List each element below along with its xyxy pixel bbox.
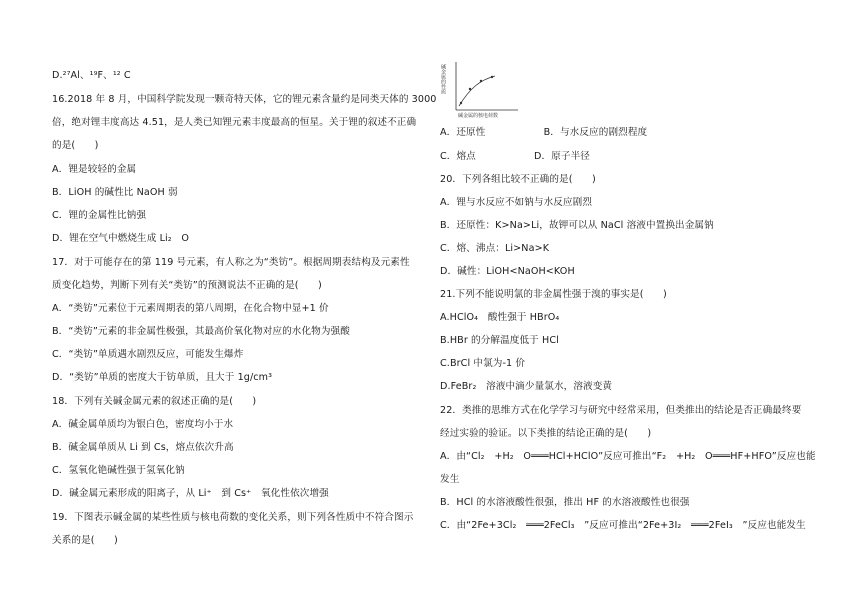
question-16-stem-1: 16.2018 年 8 月，中国科学院发现一颗奇特天体，它的锂元素含量约是同类天体的 3000: [52, 94, 437, 105]
question-20-option-b: B．还原性：K>Na>Li，故钾可以从 NaCl 溶液中置换出金属钠: [440, 220, 714, 231]
question-22-option-c: C．由“2Fe+3Cl₂ ═══2FeCl₃ ”反应可推出“2Fe+3I₂ ═══2FeI₃ ”反应也能发生: [440, 520, 806, 531]
trend-curve: [459, 76, 495, 106]
question-20-option-d: D．碱性：LiOH<NaOH<KOH: [440, 266, 575, 277]
question-18-option-a: A．碱金属单质均为银白色，密度均小于水: [52, 419, 234, 430]
question-17-option-a: A．“类钫”元素位于元素周期表的第八周期，在化合物中显+1 价: [52, 303, 329, 314]
question-22-option-a-2: 发生: [440, 474, 460, 485]
question-21-option-d: D.FeBr₂ 溶液中滴少量氯水，溶液变黄: [440, 381, 613, 392]
question-22-stem-2: 经过实验的验证。以下类推的结论正确的是( ): [440, 428, 652, 439]
question-21-option-b: B.HBr 的分解温度低于 HCl: [440, 335, 559, 346]
curve-point: [460, 102, 462, 104]
question-19-options-ab: A．还原性 B．与水反应的剧烈程度: [440, 127, 648, 138]
question-18-option-d: D．碱金属元素形成的阳离子，从 Li⁺ 到 Cs⁺ 氧化性依次增强: [52, 488, 329, 499]
question-18-stem: 18．下列有关碱金属元素的叙述正确的是( ): [52, 396, 257, 407]
question-16-option-a: A．锂是较轻的金属: [52, 164, 137, 175]
question-22-option-a-1: A．由“Cl₂ +H₂ O═══HCl+HClO”反应可推出“F₂ +H₂ O═══HF+HFO”反应也能: [440, 451, 816, 462]
figure-y-label: 碱金属的性质: [440, 64, 446, 94]
curve-point: [491, 76, 493, 78]
question-16-stem-3: 的是( ): [52, 140, 99, 151]
question-22-option-b: B．HCl 的水溶液酸性很强，推出 HF 的水溶液酸性也很强: [440, 497, 690, 508]
curve-point: [480, 80, 482, 82]
question-19-options-cd: C．熔点 D．原子半径: [440, 151, 590, 162]
question-21-stem: 21.下列不能说明氯的非金属性强于溴的事实是( ): [440, 289, 667, 300]
question-17-option-c: C．“类钫”单质遇水剧烈反应，可能发生爆炸: [52, 349, 244, 360]
question-18-option-c: C．氢氧化铯碱性强于氢氧化钠: [52, 465, 185, 476]
question-16-option-b: B．LiOH 的碱性比 NaOH 弱: [52, 187, 178, 198]
question-19-stem-2: 关系的是( ): [52, 535, 118, 546]
question-21-option-a: A.HClO₄ 酸性强于 HBrO₄: [440, 312, 560, 323]
question-16-option-c: C．锂的金属性比钠强: [52, 210, 147, 221]
question-20-option-c: C．熔、沸点：Li>Na>K: [440, 243, 550, 254]
question-17-option-d: D．“类钫”单质的密度大于钫单质，且大于 1g/cm³: [52, 372, 273, 383]
question-17-stem-1: 17．对于可能存在的第 119 号元素，有人称之为“类钫”。根据周期表结构及元素性: [52, 257, 410, 268]
option-d-isotopes: D.²⁷Al、¹⁹F、¹² C: [52, 70, 131, 81]
question-19-figure: [440, 58, 540, 122]
question-17-stem-2: 质变化趋势，判断下列有关“类钫”的预测说法不正确的是( ): [52, 280, 322, 291]
question-20-stem: 20．下列各组比较不正确的是( ): [440, 174, 596, 185]
question-16-option-d: D．锂在空气中燃烧生成 Li₂ O: [52, 233, 190, 244]
question-18-option-b: B．碱金属单质从 Li 到 Cs，熔点依次升高: [52, 442, 234, 453]
question-22-stem-1: 22．类推的思维方式在化学学习与研究中经常采用，但类推出的结论是否正确最终要: [440, 405, 802, 416]
question-21-option-c: C.BrCl 中氯为-1 价: [440, 358, 526, 369]
figure-x-label: 碱金属的核电荷数: [458, 113, 499, 119]
question-17-option-b: B．“类钫”元素的非金属性极强，其最高价氧化物对应的水化物为强酸: [52, 326, 350, 337]
curve-point: [469, 88, 471, 90]
question-19-stem-1: 19．下图表示碱金属的某些性质与核电荷数的变化关系，则下列各性质中不符合图示: [52, 512, 414, 523]
question-16-stem-2: 倍，绝对锂丰度高达 4.51，是人类已知锂元素丰度最高的恒星。关于锂的叙述不正确: [52, 117, 417, 128]
question-20-option-a: A．锂与水反应不如钠与水反应剧烈: [440, 197, 593, 208]
